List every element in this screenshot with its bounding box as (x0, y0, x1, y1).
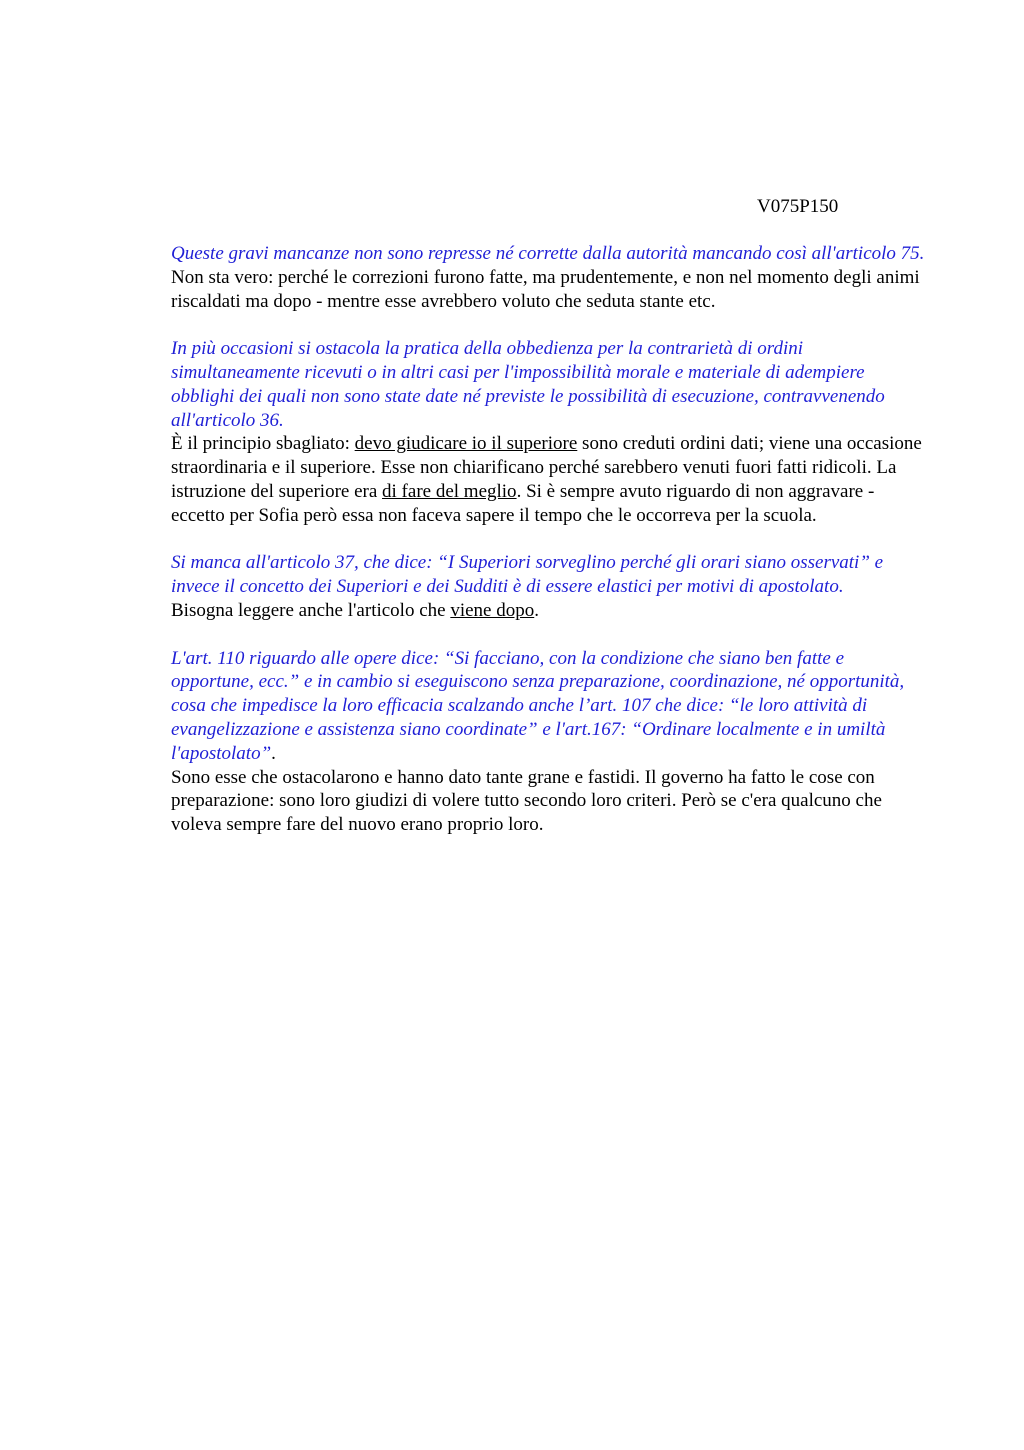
page-id: V075P150 (757, 196, 839, 217)
section-article-75 (171, 242, 931, 313)
accusation-quote: In più occasioni si ostacola la pratica della obbedienza per la contrarietà di ordini simultaneamente ricevuti o in altri casi per l'impossibilità morale e materiale di adempiere obblighi dei quali non sono state date né previste le possibilità di esecuzione, contravvenendo all'articolo 36. (171, 338, 885, 431)
reply-paragraph (171, 432, 931, 527)
section-article-36 (171, 337, 931, 527)
reply-text: . (534, 599, 539, 621)
reply-text: Non sta vero: perché le correzioni furono fatte, ma prudentemente, e non nel momento degli animi riscaldati ma dopo - mentre esse avrebbero voluto che seduta stante etc. (171, 266, 920, 312)
reply-text: sono creduti ordini dati; viene una occasione straordinaria e il superiore. Esse non chiarificano perché sarebbero venuti fuori fatti ridicoli. La istruzione del superiore era (171, 433, 922, 502)
reply-paragraph (171, 599, 931, 623)
section-article-110 (171, 647, 931, 837)
reply-text: Sono esse che ostacolarono e hanno dato tante grane e fastidi. Il governo ha fatto le cose con preparazione: sono loro giudizi di volere tutto secondo loro criteri. Però se c'era qualcuno che voleva sempre fare del nuovo erano proprio loro. (171, 766, 882, 836)
reply-paragraph (171, 266, 931, 314)
quote-end: . (271, 742, 276, 764)
underlined-phrase: viene dopo (450, 599, 535, 621)
accusation-quote-paragraph (171, 647, 931, 766)
accusation-quote: Si manca all'articolo 37, che dice: “I Superiori sorveglino perché gli orari siano osservati” e invece il concetto dei Superiori e dei Sudditi è di essere elastici per motivi di apostolato. (171, 552, 884, 598)
accusation-quote: Queste gravi mancanze non sono represse né corrette dalla autorità mancando così all'articolo 75. (171, 243, 925, 264)
section-article-37 (171, 551, 931, 622)
accusation-quote: L'art. 110 riguardo alle opere dice: “Si facciano, con la condizione che siano ben fatte e opportune, ecc.” e in cambio si eseguiscono senza preparazione, coordinazione, né opportunità, cosa che impedisce la loro efficacia scalzando anche l’art. 107 che dice: “le loro attività di evangelizzazione e assistenza siano coordinate” e l'art.167: “Ordinare localmente e in umiltà l'apostolato” (171, 647, 905, 764)
underlined-phrase: di fare del meglio (382, 480, 517, 502)
reply-text: . Si è sempre avuto riguardo di non aggravare - eccetto per Sofia però essa non faceva sapere il tempo che le occorreva per la scuola. (171, 480, 875, 526)
reply-text: È il principio sbagliato: (171, 433, 355, 455)
document-body (171, 242, 931, 861)
reply-paragraph (171, 766, 931, 837)
underlined-phrase: devo giudicare io il superiore (354, 433, 578, 455)
reply-text: Bisogna leggere anche l'articolo che (171, 599, 451, 621)
